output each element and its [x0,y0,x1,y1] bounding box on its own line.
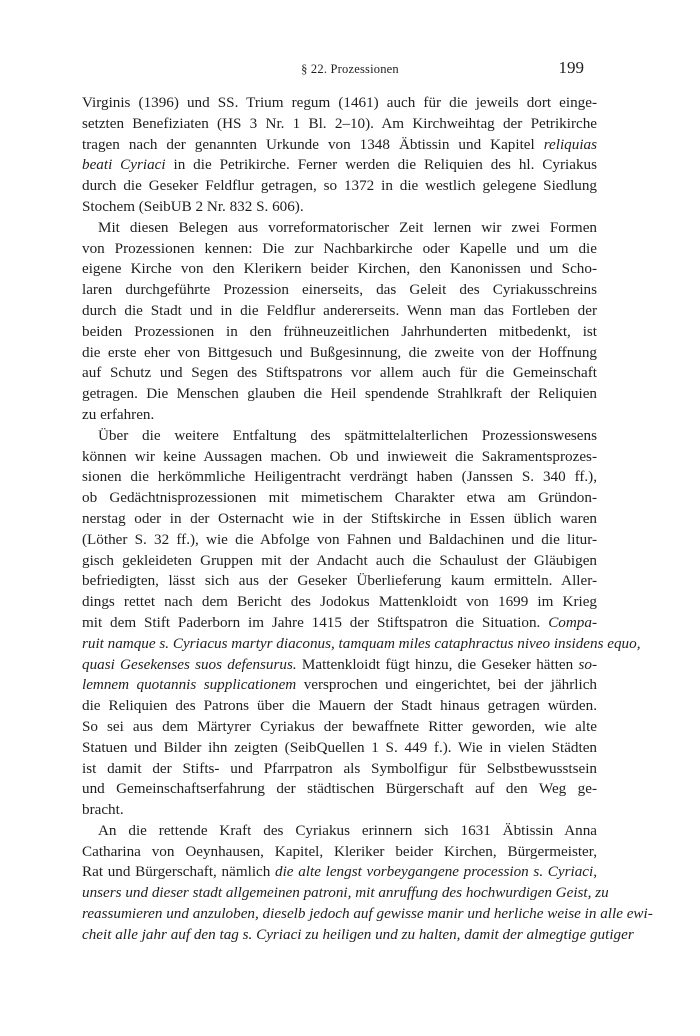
text-line [82,93,597,114]
paragraph [82,426,641,821]
text-segment: Statuen und Bilder ihn zeigten (SeibQuellen 1 S. 449 f.). Wie in vielen Städten [82,738,597,756]
text-segment: getragen. Die Menschen glauben die Heil spendende Strahlkraft der Reliquien [82,385,597,403]
latin-quote-segment: unsers und dieser stadt allgemeinen patroni, mit anruffung des hochwurdigen Geist, zu [82,884,609,902]
text-line [82,655,597,676]
text-line [82,363,597,384]
latin-quote-segment: quasi Gesekenses suos defensurus. [82,655,297,673]
text-segment: Über die weitere Entfaltung des spätmittelalterlichen Prozessionswesens [98,426,597,444]
latin-quote-segment: reliquias [543,135,597,153]
paragraph [82,821,653,946]
latin-quote-segment: die alte lengst vorbeygangene procession s. Cyriaci, [275,863,598,881]
text-segment: Rat und Bürgerschaft, nämlich [82,863,276,881]
text-line [82,675,597,696]
text-line [82,717,597,738]
text-segment: von Prozessionen kennen: Die zur Nachbarkirche oder Kapelle und um die [82,239,597,257]
text-segment: So sei aus dem Märtyrer Cyriakus der bewaffnete Ritter geworden, wie alte [82,717,597,735]
text-segment: eigene Kirche von den Klerikern beider Kirchen, den Kanonissen und Scho- [82,260,597,278]
text-line [82,405,597,426]
text-line [82,447,597,468]
text-segment: auf Schutz und Segen des Stiftspatrons vor allem auch für die Gemeinschaft [82,364,597,382]
latin-quote-segment: lemnem quotannis supplicationem [82,676,297,694]
text-segment: setzten Benefiziaten (HS 3 Nr. 1 Bl. 2–10). Am Kirchweihtag der Petrikirche [82,114,597,132]
text-segment: Stochem (SeibUB 2 Nr. 832 S. 606). [82,197,304,215]
latin-quote-segment: beati Cyriaci [82,156,166,174]
text-segment: Virginis (1396) und SS. Trium regum (1461) auch für die jeweils dort einge- [82,94,597,111]
text-segment: Catharina von Oeynhausen, Kapitel, Kleriker beider Kirchen, Bürgermeister, [82,842,597,860]
text-segment: die erste eher von Bittgesuch und Bußgesinnung, die zweite von der Hoffnung [82,343,597,361]
text-line [82,779,597,800]
text-line [82,821,597,842]
text-segment: durch die Stadt und in die Feldflur andererseits. Wenn man das Fortleben der [82,301,597,319]
text-segment: ob Gedächtnisprozessionen mit mimetischem Charakter etwa am Gründon- [82,489,597,507]
text-segment: sionen die herkömmliche Heiligentracht verdrängt haben (Janssen S. 340 ff.), [82,468,597,486]
text-line [82,155,597,176]
text-line [82,613,597,634]
text-line [82,322,597,343]
text-segment: in die Petrikirche. Ferner werden die Reliquien des hl. Cyriakus [165,156,597,174]
text-line [82,176,597,197]
latin-quote-segment: reassumieren und anzuloben, dieselb jedoch auf gewisse manir und herliche weise in alle ewi- [82,905,653,923]
text-segment: durch die Geseker Feldflur getragen, so 1372 in die westlich gelegene Siedlung [82,177,597,195]
text-segment: befriedigten, lässt sich aus der Geseker Überlieferung kaum ermitteln. Aller- [82,572,597,590]
text-segment: An die rettende Kraft des Cyriakus erinnern sich 1631 Äbtissin Anna [98,821,597,839]
latin-quote-segment: cheit alle jahr auf den tag s. Cyriaci zu heiligen und zu halten, damit der almegtige gutiger [82,925,634,943]
text-line [82,384,597,405]
text-line [82,842,597,863]
paragraph [82,93,597,218]
text-line [82,426,597,447]
text-segment: und Gemeinschaftserfahrung der städtischen Bürgerschaft auf den Weg ge- [82,780,597,798]
running-head [0,58,700,80]
text-segment: dings rettet nach dem Bericht des Jodokus Mattenkloidt von 1699 im Krieg [82,593,597,611]
text-line [82,488,597,509]
text-line [82,883,609,904]
text-line [82,239,597,260]
text-line [82,904,653,925]
text-segment: Mattenkloidt fügt hinzu, die Geseker hätten [296,655,579,673]
text-segment: mit dem Stift Paderborn im Jahre 1415 der Stiftspatron die Situation. [82,613,549,631]
text-segment: bracht. [82,801,124,819]
latin-quote-segment: Compa- [548,613,597,631]
text-line [82,135,597,156]
text-line [82,218,597,239]
text-segment: tragen nach der genannten Urkunde von 1348 Äbtissin und Kapitel [82,135,544,153]
text-line [82,925,634,946]
text-line [82,592,597,613]
text-line [82,259,597,280]
text-segment: ist damit der Stifts- und Pfarrpatron als Symbolfigur für Selbstbewusstsein [82,759,597,777]
text-line [82,800,597,821]
text-segment: laren durchgeführte Prozession einerseits, das Geleit des Cyriakusschreins [82,281,597,299]
text-line [82,551,597,572]
text-line [82,571,597,592]
text-line [82,343,597,364]
text-segment: (Löther S. 32 ff.), wie die Abfolge von Fahnen und Baldachinen und die litur- [82,530,597,548]
latin-quote-segment: ruit namque s. Cyriacus martyr diaconus, tamquam miles cataphractus niveo insidens equo, [82,634,641,652]
text-segment: nerstag oder in der Osternacht wie in der Stiftskirche in Essen üblich waren [82,509,597,527]
text-line [82,530,597,551]
page-number: 199 [558,58,584,77]
text-segment: können wir keine Aussagen machen. Ob und inwieweit die Sakramentsprozes- [82,447,597,465]
text-line [82,467,597,488]
text-line [82,696,597,717]
text-segment: versprochen und eingerichtet, bei der jährlich [296,676,597,694]
paragraph [82,218,597,426]
text-segment: gisch gekleideten Gruppen mit der Andacht auch die Schaulust der Gläubigen [82,551,597,569]
text-line [82,862,597,883]
body-text [82,93,653,946]
text-line [82,509,597,530]
text-line [82,634,641,655]
latin-quote-segment: so- [578,655,597,673]
text-line [82,114,597,135]
text-line [82,759,597,780]
running-title: § 22. Prozessionen [301,62,399,76]
text-segment: beiden Prozessionen in den frühneuzeitlichen Jahrhunderten mitbedenkt, ist [82,322,597,340]
text-line [82,280,597,301]
text-line [82,197,597,218]
text-segment: die Reliquien des Patrons über die Mauern der Stadt hinaus getragen würden. [82,697,597,715]
text-segment: Mit diesen Belegen aus vorreformatorischer Zeit lernen wir zwei Formen [98,218,597,236]
text-line [82,738,597,759]
text-segment: zu erfahren. [82,405,155,423]
text-line [82,301,597,322]
